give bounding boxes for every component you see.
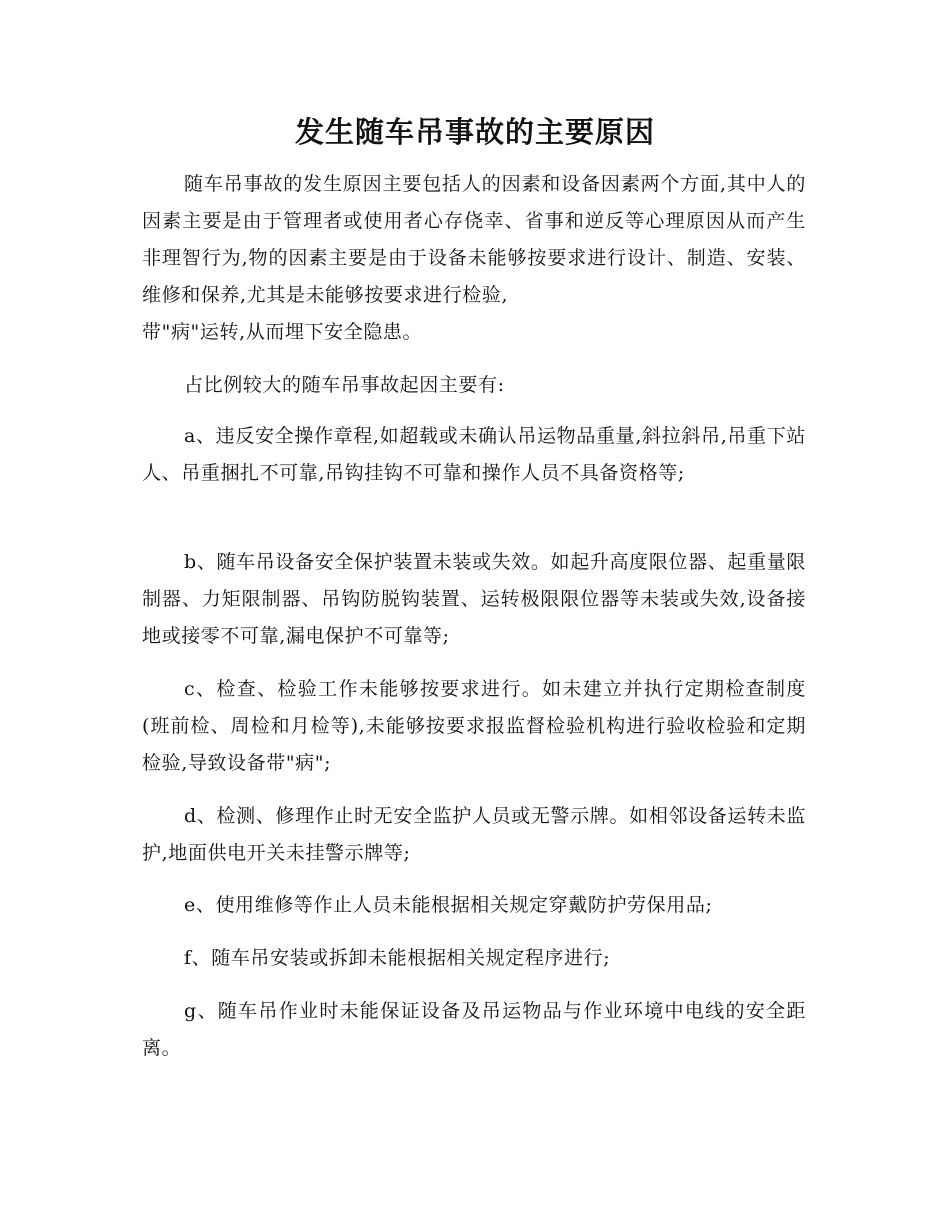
- cause-item-b: b、随车吊设备安全保护装置未装或失效。如起升高度限位器、起重量限制器、力矩限制器、吊钩防脱钩装置、运转极限限位器等未装或失效,设备接地或接零不可靠,漏电保护不可靠等;: [142, 551, 806, 647]
- cause-item-a: a、违反安全操作章程,如超载或未确认吊运物品重量,斜拉斜吊,吊重下站人、吊重捆扎不可靠,吊钩挂钩不可靠和操作人员不具备资格等;: [142, 425, 806, 484]
- cause-item-c: c、检查、检验工作未能够按要求进行。如未建立并执行定期检查制度(班前检、周检和月检等),未能够按要求报监督检验机构进行验收检验和定期检验,导致设备带"病";: [142, 678, 806, 774]
- cause-item-d: d、检测、修理作止时无安全监护人员或无警示牌。如相邻设备运转未监护,地面供电开关未挂警示牌等;: [142, 805, 806, 864]
- cause-item-g: g、随车吊作业时未能保证设备及吊运物品与作业环境中电线的安全距离。: [142, 1000, 806, 1059]
- cause-item-e: e、使用维修等作止人员未能根据相关规定穿戴防护劳保用品;: [184, 894, 713, 916]
- intro-main-text: 随车吊事故的发生原因主要包括人的因素和设备因素两个方面,其中人的因素主要是由于管理者或使用者心存侥幸、省事和逆反等心理原因从而产生非理智行为,物的因素主要是由于设备未能够按要求进行设计、制造、安装、维修和保养,尤其是未能够按要求进行检验,: [142, 173, 806, 306]
- intro-tail-text: 带"病"运转,从而埋下安全隐患。: [142, 321, 423, 343]
- document-title: 发生随车吊事故的主要原因: [294, 115, 655, 149]
- cause-item-f: f、随车吊安装或拆卸未能根据相关规定程序进行;: [184, 947, 611, 969]
- intro-paragraph: [142, 166, 806, 351]
- list-intro-paragraph: 占比例较大的随车吊事故起因主要有:: [184, 374, 505, 396]
